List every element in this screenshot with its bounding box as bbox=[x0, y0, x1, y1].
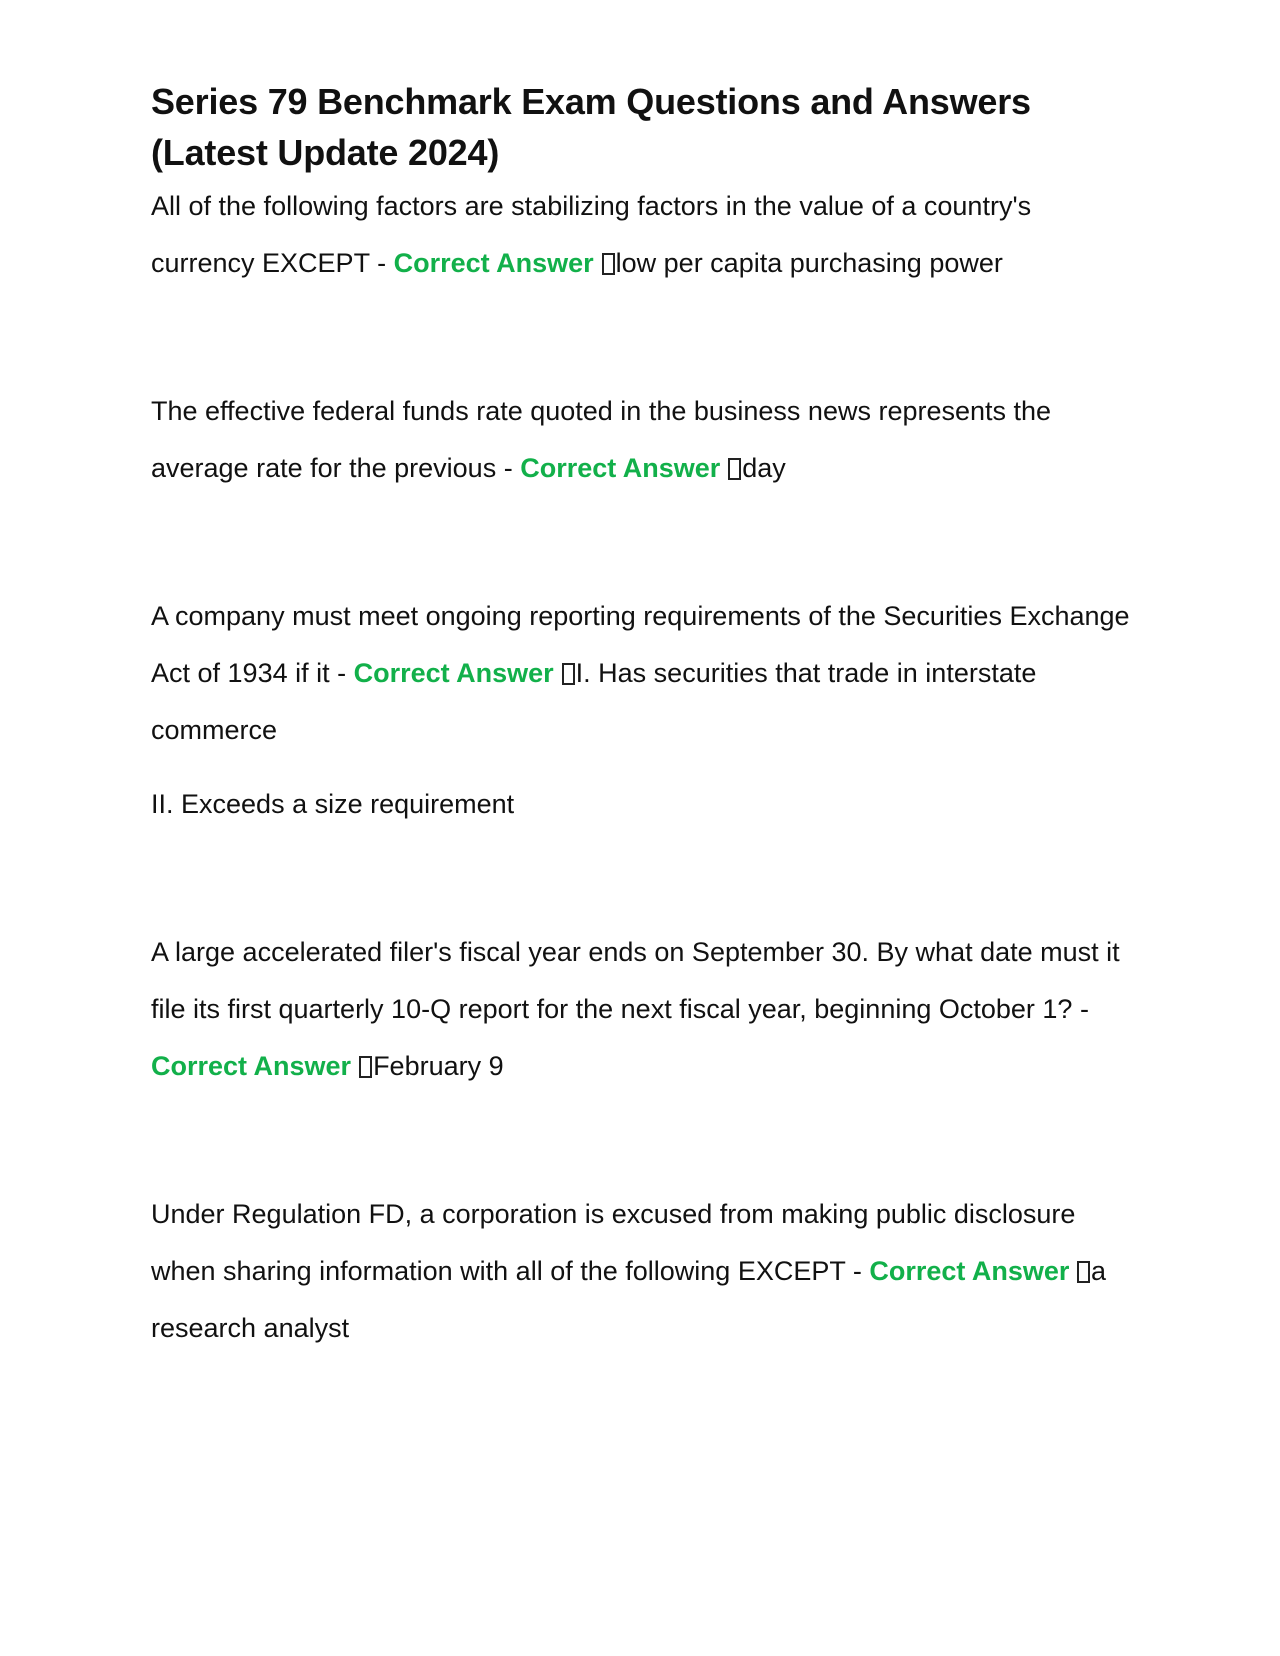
correct-answer-label: Correct Answer bbox=[869, 1256, 1070, 1286]
answer-text: low per capita purchasing power bbox=[615, 248, 1003, 278]
question-text: A company must meet ongoing reporting requirements of the Securities Exchange Act of 1934 if it - bbox=[151, 601, 1130, 688]
qa-item-2 bbox=[151, 383, 1141, 497]
answer-text: day bbox=[742, 453, 786, 483]
qa-item-5 bbox=[151, 1186, 1141, 1357]
correct-answer-label: Correct Answer bbox=[520, 453, 721, 483]
qa-item-3 bbox=[151, 588, 1141, 833]
qa-item-4 bbox=[151, 924, 1141, 1095]
correct-answer-label: Correct Answer bbox=[353, 658, 554, 688]
missing-glyph-icon bbox=[602, 253, 615, 275]
answer-text: I. Has securities that trade in interstate commerce bbox=[151, 658, 1037, 745]
correct-answer-label: Correct Answer bbox=[151, 1051, 352, 1081]
missing-glyph-icon bbox=[359, 1056, 372, 1078]
answer-text: February 9 bbox=[373, 1051, 504, 1081]
question-text: Under Regulation FD, a corporation is excused from making public disclosure when sharing information with all of the following EXCEPT - bbox=[151, 1199, 1076, 1286]
correct-answer-label: Correct Answer bbox=[393, 248, 594, 278]
qa-item-1 bbox=[151, 178, 1141, 292]
missing-glyph-icon bbox=[562, 663, 575, 685]
document-title: Series 79 Benchmark Exam Questions and Answers (Latest Update 2024) bbox=[151, 81, 1031, 173]
question-text: All of the following factors are stabilizing factors in the value of a country's currency EXCEPT - bbox=[151, 191, 1032, 278]
answer-extra-text: II. Exceeds a size requirement bbox=[151, 789, 515, 819]
missing-glyph-icon bbox=[728, 458, 741, 480]
question-text: The effective federal funds rate quoted in the business news represents the average rate for the previous - bbox=[151, 396, 1052, 483]
question-text: A large accelerated filer's fiscal year ends on September 30. By what date must it file its first quarterly 10-Q report for the next fiscal year, beginning October 1? - bbox=[151, 937, 1120, 1024]
missing-glyph-icon bbox=[1077, 1261, 1090, 1283]
answer-text: a research analyst bbox=[151, 1256, 1106, 1343]
document-page bbox=[151, 76, 1141, 1357]
